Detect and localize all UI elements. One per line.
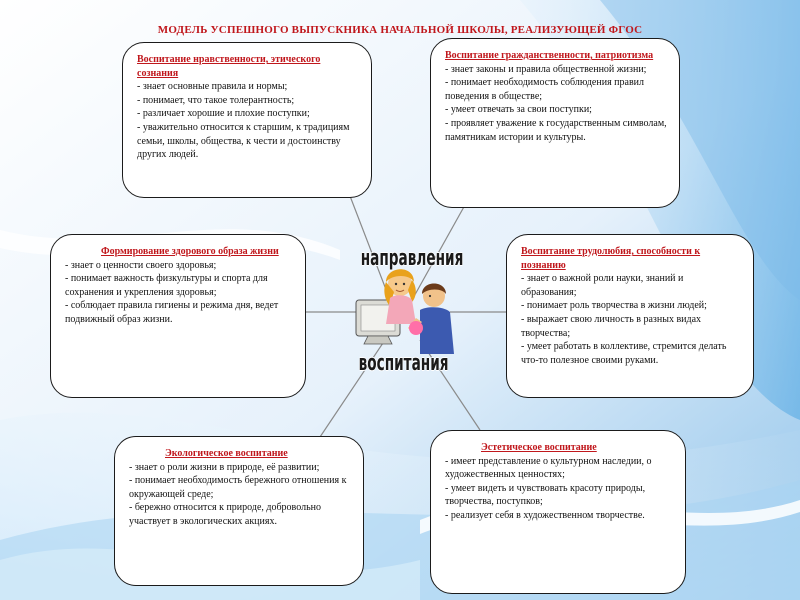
list-item: - понимает роль творчества в жизни людей; (521, 300, 707, 312)
box-labor (506, 234, 754, 398)
list-item: - бережно относится к природе, добровольно участвует в экологических акциях. (129, 502, 321, 527)
list-item: - знает о важной роли науки, знаний и образования; (521, 273, 684, 298)
center-label-upbringing: воспитания (358, 351, 449, 376)
list-item: - понимает важность физкультуры и спорта для сохранения и укрепления здоровья; (65, 273, 268, 298)
children-computer-illustration (350, 262, 460, 362)
list-item: - различает хорошие и плохие поступки; (137, 108, 310, 120)
box-moral-heading: Воспитание нравственности, этического сознания (137, 54, 321, 79)
list-item: - умеет видеть и чувствовать красоту природы, творчества, поступков; (445, 482, 646, 508)
center-label-directions: направления (360, 246, 464, 271)
list-item: - соблюдает правила гигиены и режима дня, ведет подвижный образ жизни. (65, 300, 279, 325)
box-civic (430, 38, 680, 208)
list-item: - знает законы и правила общественной жизни; (445, 63, 647, 75)
box-ecology (114, 436, 364, 586)
list-item: - знает основные правила и нормы; (137, 81, 288, 93)
list-item: - проявляет уважение к государственным символам, памятникам истории и культуры. (445, 117, 667, 143)
list-item: - реализует себя в художественном творчестве. (445, 509, 645, 521)
box-civic-heading: Воспитание гражданственности, патриотизма (445, 50, 654, 61)
box-health-heading: Формирование здорового образа жизни (101, 246, 279, 257)
list-item: - понимает необходимость бережного отношения к окружающей среде; (129, 475, 347, 500)
list-item: - понимает, что такое толерантность; (137, 94, 295, 106)
page-title: МОДЕЛЬ УСПЕШНОГО ВЫПУСКНИКА НАЧАЛЬНОЙ ШКОЛЫ, РЕАЛИЗУЮЩЕЙ ФГОС (157, 24, 643, 36)
box-labor-heading: Воспитание трудолюбия, способности к познанию (521, 246, 701, 271)
list-item: - выражает свою личность в разных видах творчества; (521, 313, 702, 339)
box-aesthetic-heading: Эстетическое воспитание (481, 442, 597, 453)
box-moral (122, 42, 372, 198)
box-health (50, 234, 306, 398)
list-item: - уважительно относится к старшим, к традициям семьи, школы, общества, к чести и достоинству других людей. (137, 121, 350, 161)
list-item: - умеет работать в коллективе, стремится делать что-то полезное своими руками. (521, 341, 727, 366)
list-item: - знает о роли жизни в природе, её развитии; (129, 461, 320, 473)
box-ecology-heading: Экологическое воспитание (165, 448, 288, 459)
list-item: - умеет отвечать за свои поступки; (445, 104, 592, 116)
list-item: - имеет представление о культурном наследии, о художественных ценностях; (445, 455, 652, 481)
list-item: - знает о ценности своего здоровья; (65, 259, 217, 271)
list-item: - понимает необходимость соблюдения правил поведения в обществе; (445, 77, 645, 102)
box-aesthetic (430, 430, 686, 594)
